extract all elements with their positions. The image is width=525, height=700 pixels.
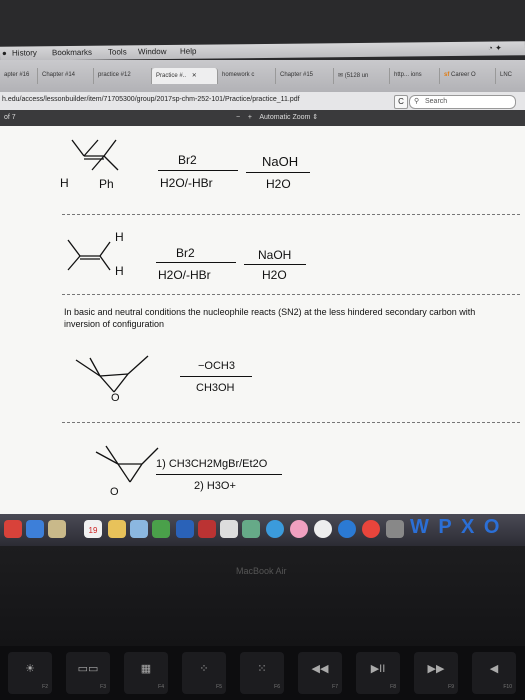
brightness-icon: ☀ xyxy=(25,663,35,675)
calendar-icon[interactable]: 19 xyxy=(84,520,102,538)
tab-chapter-15[interactable]: Chapter #15 xyxy=(276,68,334,84)
app-icon[interactable] xyxy=(152,520,170,538)
substituent-h: H xyxy=(60,176,69,190)
rewind-icon: ◀◀ xyxy=(311,663,329,675)
substituent-h-bottom: H xyxy=(115,264,124,278)
divider xyxy=(62,214,520,215)
tab-strip xyxy=(0,60,525,92)
chevron-updown-icon[interactable]: ⇕ xyxy=(312,114,319,121)
tab-homework[interactable]: homework c xyxy=(218,68,276,84)
mute-key[interactable] xyxy=(472,652,516,694)
app-store-icon[interactable] xyxy=(338,520,356,538)
app-menubar xyxy=(0,41,525,60)
menu-history[interactable]: History xyxy=(11,48,37,58)
key-label: F2 xyxy=(42,684,48,690)
zoom-select[interactable]: Automatic Zoom xyxy=(259,114,311,121)
apple-menu-icon[interactable]: ● xyxy=(1,48,7,58)
menu-bookmarks[interactable]: Bookmarks xyxy=(51,47,93,58)
menu-window[interactable]: Window xyxy=(137,47,167,57)
tab-lnc[interactable]: LNC xyxy=(500,72,513,78)
app-icon[interactable] xyxy=(48,520,66,538)
tab-http[interactable]: http... ions xyxy=(390,68,440,84)
reaction-arrow xyxy=(156,474,282,475)
zoom-in-button[interactable]: + xyxy=(247,114,252,121)
mission-control-key[interactable] xyxy=(66,652,110,694)
app-icon[interactable] xyxy=(242,520,260,538)
reaction-arrow xyxy=(180,376,252,377)
mute-icon: ◀ xyxy=(489,663,499,675)
tab-practice-active[interactable] xyxy=(152,68,218,84)
rewind-key[interactable] xyxy=(298,652,342,694)
tab-label: Practice #.. xyxy=(156,73,187,79)
substituent-h-top: H xyxy=(115,230,124,244)
alkene-structure-2 xyxy=(62,226,122,276)
oxygen-label: O xyxy=(110,486,119,498)
app-icon[interactable] xyxy=(26,520,44,538)
alkene-structure-1 xyxy=(58,134,138,174)
status-icon[interactable]: ◔ ✦ xyxy=(487,43,502,53)
search-icon: ⚲ xyxy=(414,98,420,105)
url-field[interactable]: h.edu/access/lessonbuilder/item/71705300/group/2017sp-chm-252-101/Practice/practice_11.pdf xyxy=(2,96,300,103)
reagent-methoxide: −OCH3 xyxy=(198,360,235,372)
tab-chapter-14[interactable]: Chapter #14 xyxy=(38,68,94,84)
tab-chapter-16[interactable]: apter #16 xyxy=(0,68,38,84)
reaction-arrow xyxy=(246,172,310,173)
key-label: F8 xyxy=(390,684,396,690)
app-icon[interactable] xyxy=(198,520,216,538)
reaction-arrow xyxy=(156,262,236,263)
mission-control-icon: ▭▭ xyxy=(77,663,99,675)
page-count: of 7 xyxy=(4,114,16,121)
app-icon[interactable] xyxy=(130,520,148,538)
reagent-h2o-hbr: H2O/-HBr xyxy=(158,268,211,282)
app-icon[interactable] xyxy=(386,520,404,538)
reagent-acid-workup: 2) H3O+ xyxy=(194,480,236,492)
key-label: F4 xyxy=(158,684,164,690)
app-icon[interactable] xyxy=(108,520,126,538)
app-icon[interactable] xyxy=(266,520,284,538)
key-label: F3 xyxy=(100,684,106,690)
device-label: MacBook Air xyxy=(236,566,287,576)
reaction-arrow xyxy=(158,170,238,171)
reagent-br2: Br2 xyxy=(178,153,197,167)
sf-logo-icon: sf xyxy=(444,72,450,78)
play-pause-key[interactable] xyxy=(356,652,400,694)
office-apps-icon[interactable]: W P X O xyxy=(410,516,502,538)
itunes-icon[interactable] xyxy=(290,520,308,538)
reaction-arrow xyxy=(244,264,306,265)
kbd-light-down-key[interactable] xyxy=(182,652,226,694)
kbd-light-up-key[interactable] xyxy=(240,652,284,694)
key-label: F9 xyxy=(448,684,454,690)
reagent-naoh: NaOH xyxy=(258,248,292,262)
fast-forward-icon: ▶▶ xyxy=(427,663,445,675)
key-label: F5 xyxy=(216,684,222,690)
divider xyxy=(62,422,520,423)
address-bar xyxy=(0,92,525,110)
app-icon[interactable] xyxy=(176,520,194,538)
mail-icon: ✉ xyxy=(338,73,344,79)
reagent-h2o-hbr: H2O/-HBr xyxy=(160,176,213,190)
app-icon[interactable] xyxy=(220,520,238,538)
sn2-note: In basic and neutral conditions the nucleophile reacts (SN2) at the less hindered secondary carbon with inversion of configuration xyxy=(64,307,476,329)
reagent-methanol: CH3OH xyxy=(196,382,235,394)
zoom-controls xyxy=(236,113,318,121)
tab-label: Career O xyxy=(451,72,476,78)
tab-label: (5128 un xyxy=(344,73,369,79)
menu-help[interactable]: Help xyxy=(179,46,197,56)
keyboard-light-icon: ⁘ xyxy=(199,663,209,675)
search-input[interactable] xyxy=(409,95,516,109)
app-icon[interactable] xyxy=(4,520,22,538)
function-keys xyxy=(0,646,525,700)
oxygen-label: O xyxy=(111,392,120,404)
brightness-key[interactable] xyxy=(8,652,52,694)
reagent-naoh: NaOH xyxy=(262,154,299,169)
play-pause-icon: ▶II xyxy=(370,663,386,675)
search-placeholder: Search xyxy=(425,98,448,105)
substituent-ph: Ph xyxy=(99,177,114,191)
key-label: F7 xyxy=(332,684,338,690)
tab-practice-12[interactable]: practice #12 xyxy=(94,68,152,84)
reagent-h2o: H2O xyxy=(262,268,287,282)
tab-career[interactable] xyxy=(440,68,496,84)
divider xyxy=(62,294,520,295)
tab-mail[interactable] xyxy=(334,68,390,84)
reagent-h2o: H2O xyxy=(266,177,291,191)
app-icon[interactable] xyxy=(314,520,332,538)
app-icon[interactable] xyxy=(362,520,380,538)
pdf-toolbar xyxy=(0,110,525,126)
epoxide-structure-2 xyxy=(92,444,172,499)
key-label: F6 xyxy=(274,684,280,690)
reagent-grignard: 1) CH3CH2MgBr/Et2O xyxy=(156,458,268,470)
keyboard-light-icon: ⁙ xyxy=(257,663,267,675)
pdf-page xyxy=(0,126,525,516)
laptop-bezel xyxy=(0,546,525,646)
key-label: F10 xyxy=(503,684,512,690)
reload-button[interactable]: C xyxy=(394,95,408,109)
dock xyxy=(0,514,525,546)
reagent-br2: Br2 xyxy=(176,246,195,260)
menu-tools[interactable]: Tools xyxy=(107,47,127,57)
zoom-out-button[interactable]: − xyxy=(236,114,241,121)
fast-forward-key[interactable] xyxy=(414,652,458,694)
close-tab-icon[interactable]: ✕ xyxy=(191,73,197,79)
launchpad-key[interactable] xyxy=(124,652,168,694)
launchpad-icon: ▦ xyxy=(140,663,152,675)
